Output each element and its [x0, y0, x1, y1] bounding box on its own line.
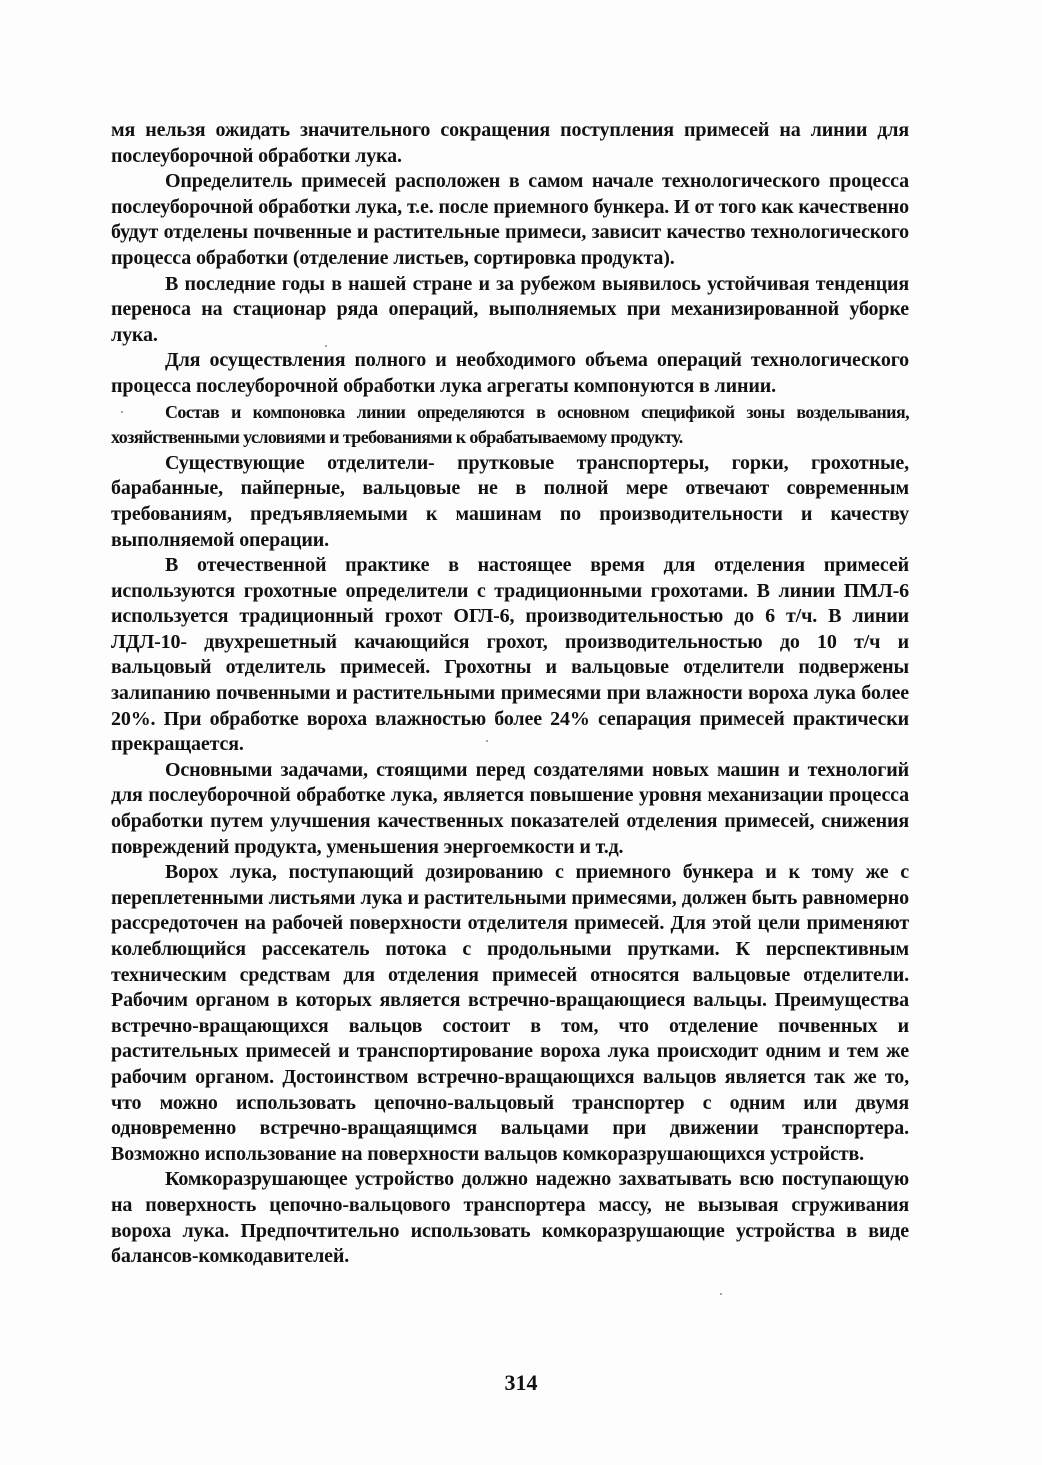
paragraph: Существующие отделители- прутковые транспортеры, горки, грохотные, барабанные, пайперные, вальцовые не в полной мере отвечают современным требованиям, предъявляемыми к машинам по производительности и качеству выполняемой операции. — [111, 451, 909, 551]
paragraph-condensed: Состав и компоновка линии определяются в основном спецификой зоны возделывания, хозяйственными условиями и требованиями к обрабатываемому продукту. — [111, 401, 909, 448]
paragraph: В последние годы в нашей стране и за рубежом выявилось устойчивая тенденция переноса на стационар ряда операций, выполняемых при механизированной уборке лука. — [111, 272, 909, 346]
paragraph: Комкоразрушающее устройство должно надежно захватывать всю поступающую на поверхность цепочно-вальцового транспортера массу, не вызывая сгруживания вороха лука. Предпочтительно использовать комкоразрушающие устройства в виде балансов-комкодавителей. — [111, 1168, 909, 1268]
scan-speck — [720, 1293, 722, 1295]
paragraph: Основными задачами, стоящими перед создателями новых машин и технологий для послеуборочной обработке лука, является повышение уровня механизации процесса обработки путем улучшения качественных показателей отделения примесей, снижения повреждений продукта, уменьшения энергоемкости и т.д. — [111, 758, 909, 858]
paragraph: Определитель примесей расположен в самом начале технологического процесса послеуборочной обработки лука, т.е. после приемного бункера. И от того как качественно будут отделены почвенные и растительные примеси, зависит качество технологического процесса обработки (отделение листьев, сортировка продукта). — [111, 170, 909, 269]
paragraph: Для осуществления полного и необходимого объема операций технологического процесса послеуборочной обработки лука агрегаты компонуются в линии. — [111, 349, 909, 397]
scan-speck — [486, 740, 488, 742]
scan-speck — [325, 345, 327, 347]
paragraph-continuation: мя нельзя ожидать значительного сокращения поступления примесей на линии для послеуборочной обработки лука. — [111, 119, 909, 167]
paragraph: В отечественной практике в настоящее время для отделения примесей используются грохотные определители с традиционными грохотами. В линии ПМЛ-6 используется традиционный грохот ОГЛ-6, производительностью до 6 т/ч. В линии ЛДЛ-10- двухрешетный качающийся грохот, производительностью до 10 т/ч и вальцовый отделитель примесей. Грохотны и вальцовые отделители подвержены залипанию почвенными и растительными примесями при влажности вороха лука более 20%. При обработке вороха влажностью более 24% сепарация примесей практически прекращается. — [111, 554, 909, 756]
body-text — [111, 118, 909, 1270]
scan-speck — [121, 411, 123, 413]
page-number: 314 — [504, 1370, 538, 1395]
paragraph: Ворох лука, поступающий дозированию с приемного бункера и к тому же с переплетенными листьями лука и растительными примесями, должен быть равномерно рассредоточен на рабочей поверхности отделителя примесей. Для этой цели применяют колеблющийся рассекатель потока с продольными прутками. К перспективным техническим средствам для отделения примесей относятся вальцовые отделители. Рабочим органом в которых является встречно-вращающиеся вальцы. Преимущества встречно-вращающихся вальцов состоит в том, что отделение почвенных и растительных примесей и транспортирование вороха лука происходит одним и тем же рабочим органом. Достоинством встречно-вращающихся вальцов является так же то, что можно использовать цепочно-вальцовый транспортер с одним или двумя одновременно встречно-вращаящимся вальцами при движении транспортера. Возможно использование на поверхности вальцов комкоразрушающихся устройств. — [111, 861, 909, 1165]
